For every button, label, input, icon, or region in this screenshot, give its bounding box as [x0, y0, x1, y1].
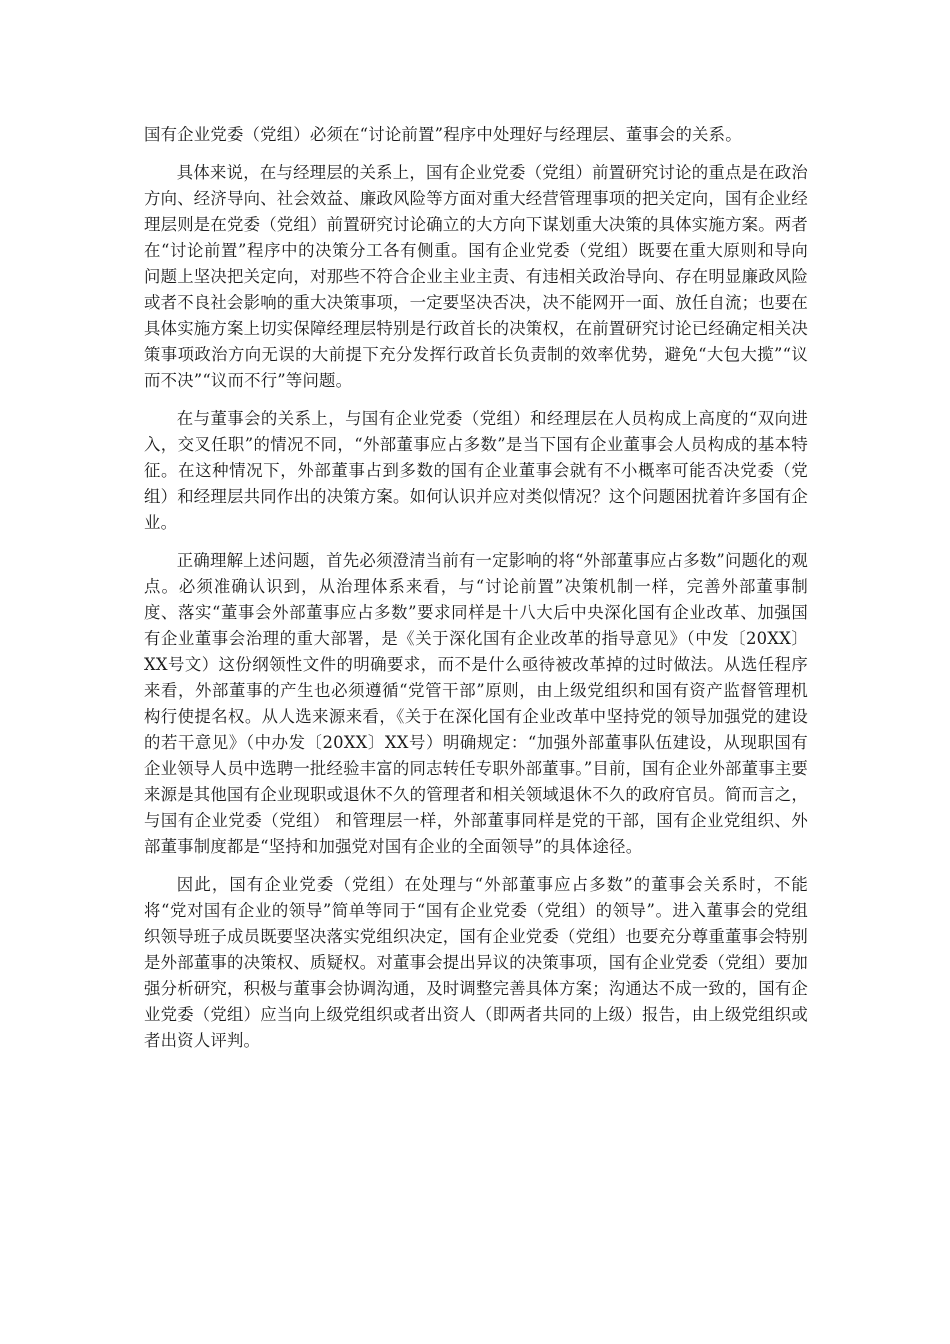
paragraph-continuation: 国有企业党委（党组）必须在“讨论前置”程序中处理好与经理层、董事会的关系。	[144, 125, 742, 144]
paragraph-manager-relationship: 具体来说，在与经理层的关系上，国有企业党委（党组）前置研究讨论的重点是在政治方向、经济导向、社会效益、廉政风险等方面对重大经营管理事项的把关定向，国有企业经理层则是在党委（党组）前置研究讨论确立的大方向下谋划重大决策的具体实施方案。两者在“讨论前置”程序中的决策分工各有侧重。国有企业党委（党组）既要在重大原则和导向问题上坚决把关定向，对那些不符合企业主业主责、有违相关政治导向、存在明显廉政风险或者不良社会影响的重大决策事项，一定要坚决否决，决不能网开一面、放任自流；也要在具体实施方案上切实保障经理层特别是行政首长的决策权，在前置研究讨论已经确定相关决策事项政治方向无误的大前提下充分发挥行政首长负责制的效率优势，避免“大包大揽”“议而不决”“议而不行”等问题。	[144, 163, 808, 390]
document-page	[144, 122, 808, 1066]
paragraph-external-directors: 正确理解上述问题，首先必须澄清当前有一定影响的将“外部董事应占多数”问题化的观点。必须准确认识到，从治理体系来看，与“讨论前置”决策机制一样，完善外部董事制度、落实“董事会外部董事应占多数”要求同样是十八大后中央深化国有企业改革、加强国有企业董事会治理的重大部署，是《关于深化国有企业改革的指导意见》（中发〔20XX〕XX号文）这份纲领性文件的明确要求，而不是什么亟待被改革掉的过时做法。从选任程序来看，外部董事的产生也必须遵循“党管干部”原则，由上级党组织和国有资产监督管理机构行使提名权。从人选来源来看，《关于在深化国有企业改革中坚持党的领导加强党的建设的若干意见》（中办发〔20XX〕XX号）明确规定：“加强外部董事队伍建设，从现职国有企业领导人员中选聘一批经验丰富的同志转任专职外部董事。”目前，国有企业外部董事主要来源是其他国有企业现职或退休不久的管理者和相关领域退休不久的政府官员。简而言之，与国有企业党委（党组） 和管理层一样，外部董事同样是党的干部，国有企业党组织、外部董事制度都是“坚持和加强党对国有企业的全面领导”的具体途径。	[144, 551, 809, 856]
paragraph-conclusion: 因此，国有企业党委（党组）在处理与“外部董事应占多数”的董事会关系时，不能将“党对国有企业的领导”简单等同于“国有企业党委（党组）的领导”。进入董事会的党组织领导班子成员既要坚决落实党组织决定，国有企业党委（党组）也要充分尊重董事会特别是外部董事的决策权、质疑权。对董事会提出异议的决策事项，国有企业党委（党组）要加强分析研究，积极与董事会协调沟通，及时调整完善具体方案；沟通达不成一致的，国有企业党委（党组）应当向上级党组织或者出资人（即两者共同的上级）报告，由上级党组织或者出资人评判。	[144, 875, 808, 1050]
paragraph-board-relationship: 在与董事会的关系上，与国有企业党委（党组）和经理层在人员构成上高度的“双向进入，交叉任职”的情况不同，“外部董事应占多数”是当下国有企业董事会人员构成的基本特征。在这种情况下，外部董事占到多数的国有企业董事会就有不小概率可能否决党委（党组）和经理层共同作出的决策方案。如何认识并应对类似情况？这个问题困扰着许多国有企业。	[144, 409, 808, 532]
